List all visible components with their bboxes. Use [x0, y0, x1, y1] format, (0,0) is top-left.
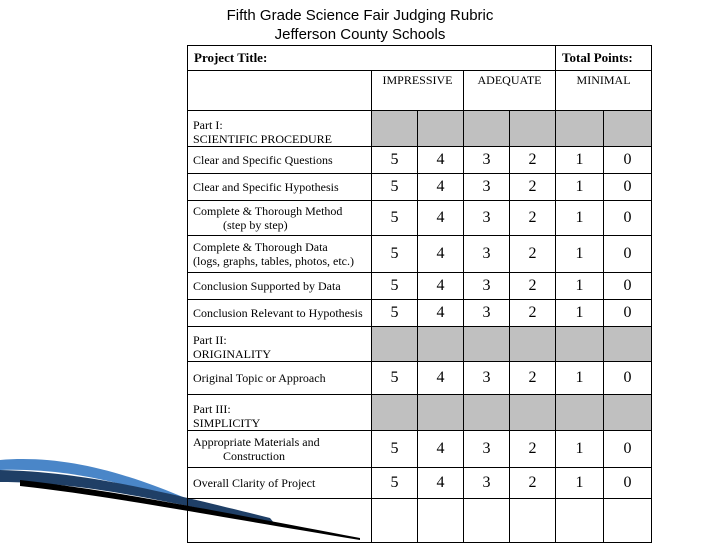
score-5[interactable]: 5	[372, 236, 418, 273]
shaded-cell	[510, 327, 556, 362]
level-adequate: ADEQUATE	[464, 71, 556, 111]
score-5[interactable]: 5	[372, 300, 418, 327]
score-5[interactable]: 5	[372, 362, 418, 395]
score-2[interactable]: 2	[510, 431, 556, 468]
shaded-cell	[464, 111, 510, 147]
section-row-part-2	[188, 327, 652, 362]
criterion-label: Appropriate Materials and Construction	[188, 431, 372, 468]
section-part: Part I:	[193, 118, 223, 132]
score-5[interactable]: 5	[372, 431, 418, 468]
empty-row	[188, 499, 652, 543]
criterion-label: Original Topic or Approach	[188, 362, 372, 395]
criterion-label: Clear and Specific Hypothesis	[188, 174, 372, 201]
score-0[interactable]: 0	[604, 236, 652, 273]
section-label-part-3	[188, 395, 372, 431]
score-1[interactable]: 1	[556, 300, 604, 327]
project-title-label: Project Title:	[194, 50, 268, 65]
rubric-title	[0, 6, 720, 44]
section-part: Part II:	[193, 333, 227, 347]
title-line-1: Fifth Grade Science Fair Judging Rubric	[226, 7, 494, 24]
empty-cell[interactable]	[604, 499, 652, 543]
total-points-cell[interactable]	[556, 46, 652, 71]
judging-rubric-table	[187, 45, 652, 543]
score-2[interactable]: 2	[510, 468, 556, 499]
criterion-label: Conclusion Relevant to Hypothesis	[188, 300, 372, 327]
score-0[interactable]: 0	[604, 147, 652, 174]
section-label-part-2	[188, 327, 372, 362]
shaded-cell	[464, 327, 510, 362]
criterion-row	[188, 174, 652, 201]
shaded-cell	[372, 327, 418, 362]
empty-cell[interactable]	[372, 499, 418, 543]
score-3[interactable]: 3	[464, 273, 510, 300]
shaded-cell	[556, 111, 604, 147]
empty-cell[interactable]	[556, 499, 604, 543]
criterion-row	[188, 300, 652, 327]
score-4[interactable]: 4	[418, 362, 464, 395]
empty-cell[interactable]	[510, 499, 556, 543]
section-name: SIMPLICITY	[193, 416, 261, 430]
criterion-label: Conclusion Supported by Data	[188, 273, 372, 300]
shaded-cell	[604, 327, 652, 362]
shaded-cell	[372, 111, 418, 147]
score-1[interactable]: 1	[556, 468, 604, 499]
empty-cell[interactable]	[188, 499, 372, 543]
shaded-cell	[372, 395, 418, 431]
score-4[interactable]: 4	[418, 201, 464, 236]
level-header-spacer	[188, 71, 372, 111]
criterion-label: Complete & Thorough Data (logs, graphs, tables, photos, etc.)	[188, 236, 372, 273]
section-part: Part III:	[193, 402, 231, 416]
project-header-row	[188, 46, 652, 71]
shaded-cell	[510, 395, 556, 431]
score-4[interactable]: 4	[418, 273, 464, 300]
score-2[interactable]: 2	[510, 174, 556, 201]
criterion-label: Complete & Thorough Method (step by step)	[188, 201, 372, 236]
criterion-row	[188, 273, 652, 300]
total-points-label: Total Points:	[562, 50, 633, 65]
shaded-cell	[604, 111, 652, 147]
score-0[interactable]: 0	[604, 300, 652, 327]
shaded-cell	[556, 327, 604, 362]
score-1[interactable]: 1	[556, 273, 604, 300]
score-2[interactable]: 2	[510, 273, 556, 300]
score-0[interactable]: 0	[604, 468, 652, 499]
score-2[interactable]: 2	[510, 362, 556, 395]
section-label-part-1	[188, 111, 372, 147]
shaded-cell	[464, 395, 510, 431]
score-1[interactable]: 1	[556, 236, 604, 273]
criterion-label: Overall Clarity of Project	[188, 468, 372, 499]
score-4[interactable]: 4	[418, 468, 464, 499]
score-2[interactable]: 2	[510, 201, 556, 236]
score-3[interactable]: 3	[464, 300, 510, 327]
score-3[interactable]: 3	[464, 201, 510, 236]
score-1[interactable]: 1	[556, 201, 604, 236]
score-5[interactable]: 5	[372, 273, 418, 300]
score-4[interactable]: 4	[418, 174, 464, 201]
score-0[interactable]: 0	[604, 174, 652, 201]
shaded-cell	[510, 111, 556, 147]
score-3[interactable]: 3	[464, 468, 510, 499]
criterion-row	[188, 431, 652, 468]
score-0[interactable]: 0	[604, 362, 652, 395]
score-3[interactable]: 3	[464, 236, 510, 273]
criterion-row	[188, 236, 652, 273]
section-row-part-3	[188, 395, 652, 431]
shaded-cell	[418, 327, 464, 362]
score-1[interactable]: 1	[556, 147, 604, 174]
criterion-row	[188, 362, 652, 395]
title-line-2: Jefferson County Schools	[274, 26, 446, 43]
empty-cell[interactable]	[464, 499, 510, 543]
project-title-cell[interactable]	[188, 46, 556, 71]
score-0[interactable]: 0	[604, 431, 652, 468]
score-2[interactable]: 2	[510, 236, 556, 273]
score-4[interactable]: 4	[418, 236, 464, 273]
level-minimal: MINIMAL	[556, 71, 652, 111]
score-3[interactable]: 3	[464, 362, 510, 395]
score-0[interactable]: 0	[604, 273, 652, 300]
shaded-cell	[604, 395, 652, 431]
score-3[interactable]: 3	[464, 431, 510, 468]
score-1[interactable]: 1	[556, 174, 604, 201]
section-name: SCIENTIFIC PROCEDURE	[193, 132, 333, 146]
level-header-row	[188, 71, 652, 111]
criterion-row	[188, 147, 652, 174]
empty-cell[interactable]	[418, 499, 464, 543]
criterion-label: Clear and Specific Questions	[188, 147, 372, 174]
score-5[interactable]: 5	[372, 468, 418, 499]
section-row-part-1	[188, 111, 652, 147]
score-1[interactable]: 1	[556, 362, 604, 395]
section-name: ORIGINALITY	[193, 347, 271, 361]
score-0[interactable]: 0	[604, 201, 652, 236]
score-4[interactable]: 4	[418, 147, 464, 174]
score-3[interactable]: 3	[464, 174, 510, 201]
score-4[interactable]: 4	[418, 300, 464, 327]
score-2[interactable]: 2	[510, 147, 556, 174]
shaded-cell	[418, 395, 464, 431]
shaded-cell	[418, 111, 464, 147]
level-impressive: IMPRESSIVE	[372, 71, 464, 111]
score-5[interactable]: 5	[372, 174, 418, 201]
score-1[interactable]: 1	[556, 431, 604, 468]
criterion-row	[188, 201, 652, 236]
shaded-cell	[556, 395, 604, 431]
score-4[interactable]: 4	[418, 431, 464, 468]
score-5[interactable]: 5	[372, 201, 418, 236]
score-2[interactable]: 2	[510, 300, 556, 327]
criterion-row	[188, 468, 652, 499]
score-5[interactable]: 5	[372, 147, 418, 174]
score-3[interactable]: 3	[464, 147, 510, 174]
